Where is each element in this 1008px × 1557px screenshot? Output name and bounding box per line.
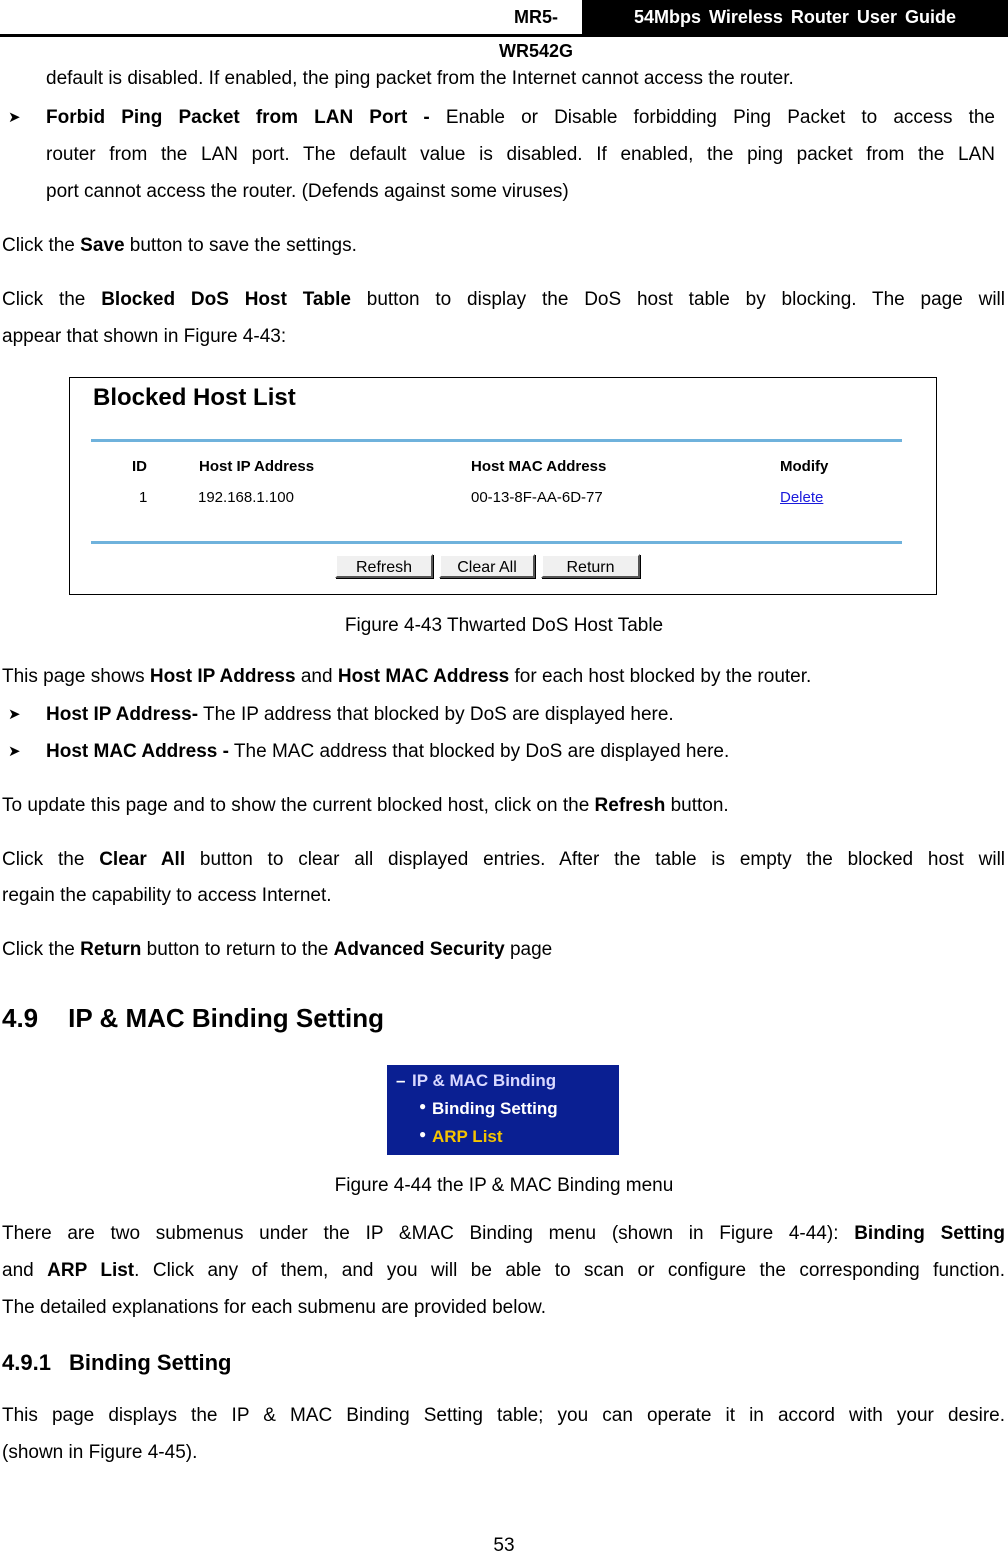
clear-paragraph-line1: Click the Clear All button to clear all displayed entries. After the table is empty the blocked host will (2, 849, 1006, 870)
row-ip-address: 192.168.1.100 (198, 489, 294, 506)
header-guide-title: 54Mbps Wireless Router User Guide (582, 0, 1008, 34)
forbid-lan-line3: port cannot access the router. (Defends against some viruses) (46, 181, 569, 202)
bullet-arrow-icon: ➤ (8, 109, 21, 126)
blocked-host-list-title: Blocked Host List (93, 384, 296, 411)
row-id: 1 (139, 489, 148, 506)
menu-collapse-icon[interactable]: – (396, 1071, 406, 1090)
menu-bullet-icon: ● (419, 1127, 427, 1141)
row-mac-address: 00-13-8F-AA-6D-77 (471, 489, 603, 506)
section-heading-4-9-1: 4.9.1 Binding Setting (2, 1350, 232, 1375)
submenus-paragraph-line1: There are two submenus under the IP &MAC Binding menu (shown in Figure 4-44): Binding Setting (2, 1223, 1005, 1244)
shows-paragraph: This page shows Host IP Address and Host MAC Address for each host blocked by the router. (2, 666, 812, 687)
figure-44-caption: Figure 4-44 the IP & MAC Binding menu (334, 1175, 674, 1196)
figure-ip-mac-binding-menu (387, 1065, 619, 1155)
menu-item-binding-setting[interactable]: Binding Setting (432, 1099, 558, 1118)
figure-43-caption: Figure 4-43 Thwarted DoS Host Table (344, 615, 664, 636)
submenus-paragraph-line2: and ARP List. Click any of them, and you will be able to scan or configure the corresponding function. (2, 1260, 1005, 1281)
binding-paragraph-line2: (shown in Figure 4-45). (2, 1442, 198, 1463)
bullet-arrow-icon: ➤ (8, 706, 21, 723)
return-button[interactable]: Return (541, 554, 640, 578)
column-header-id: ID (132, 458, 147, 475)
bullet-arrow-icon: ➤ (8, 743, 21, 760)
menu-bullet-icon: ● (419, 1099, 427, 1113)
header-rule (0, 34, 1008, 37)
bottom-divider (91, 541, 902, 544)
refresh-button[interactable]: Refresh (335, 554, 433, 578)
page-number: 53 (493, 1535, 515, 1556)
return-paragraph: Click the Return button to return to the Advanced Security page (2, 939, 553, 960)
clear-paragraph-line2: regain the capability to access Internet. (2, 885, 332, 906)
column-header-mac: Host MAC Address (471, 458, 607, 475)
figure-blocked-host-list (69, 377, 937, 595)
column-header-modify: Modify (780, 458, 829, 475)
blocked-paragraph-line1: Click the Blocked DoS Host Table button to display the DoS host table by blocking. The page will (2, 289, 1005, 310)
column-header-ip: Host IP Address (199, 458, 315, 475)
delete-link[interactable]: Delete (780, 489, 824, 506)
save-paragraph: Click the Save button to save the settings. (2, 235, 357, 256)
section-heading-4-9: 4.9 IP & MAC Binding Setting (2, 1003, 384, 1033)
clear-all-button[interactable]: Clear All (439, 554, 535, 578)
menu-title-ip-mac-binding[interactable]: IP & MAC Binding (412, 1071, 557, 1090)
intro-continuation: default is disabled. If enabled, the ping packet from the Internet cannot access the router. (46, 68, 794, 89)
forbid-lan-line2: router from the LAN port. The default value is disabled. If enabled, the ping packet from the LAN (46, 144, 995, 165)
bullet-host-mac: Host MAC Address - The MAC address that blocked by DoS are displayed here. (46, 741, 730, 762)
forbid-lan-line1: Forbid Ping Packet from LAN Port - Enable or Disable forbidding Ping Packet to access the (46, 107, 995, 128)
title-divider (91, 439, 902, 442)
binding-paragraph-line1: This page displays the IP & MAC Binding Setting table; you can operate it in accord with your desire. (2, 1405, 1005, 1426)
forbid-lan-label: Forbid Ping Packet from LAN Port - (46, 107, 430, 128)
blocked-paragraph-line2: appear that shown in Figure 4-43: (2, 326, 287, 347)
submenus-paragraph-line3: The detailed explanations for each submenu are provided below. (2, 1297, 546, 1318)
menu-item-arp-list[interactable]: ARP List (432, 1127, 503, 1146)
header-model: MR5-WR542G (498, 7, 574, 61)
refresh-paragraph: To update this page and to show the current blocked host, click on the Refresh button. (2, 795, 729, 816)
bullet-host-ip: Host IP Address- The IP address that blocked by DoS are displayed here. (46, 704, 674, 725)
